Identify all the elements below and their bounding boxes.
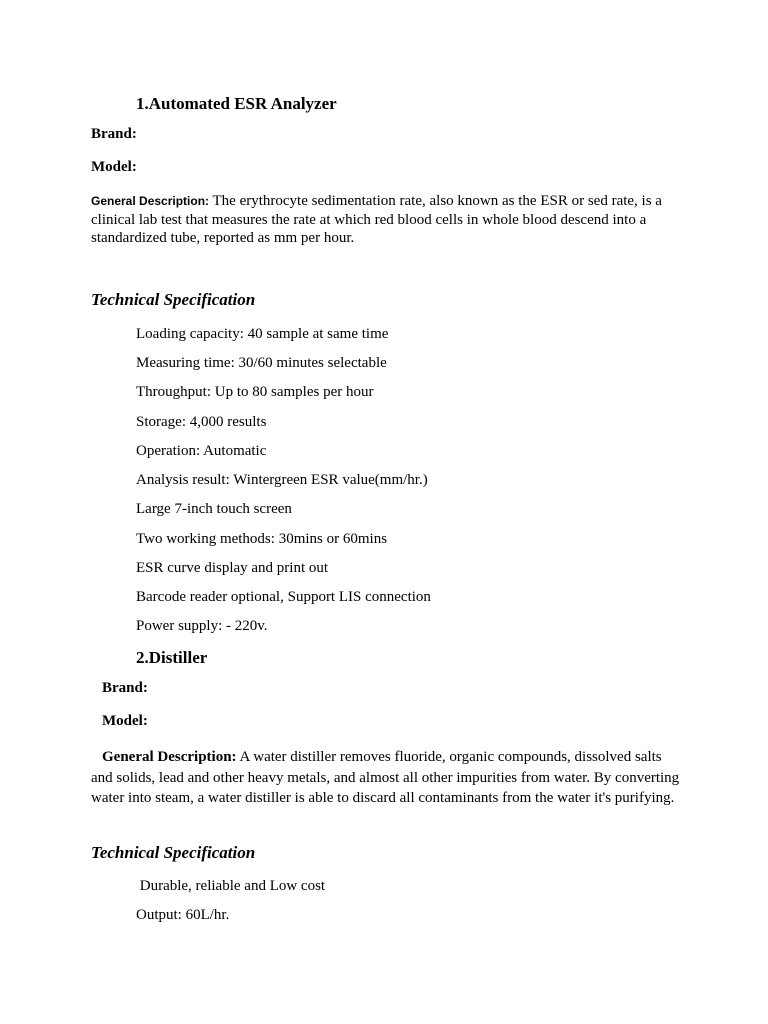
section1-spec-item: Throughput: Up to 80 samples per hour xyxy=(136,384,374,400)
section2-brand-label: Brand: xyxy=(102,680,148,696)
section1-spec-item: Power supply: - 220v. xyxy=(136,618,268,634)
section1-spec-item: Storage: 4,000 results xyxy=(136,414,267,430)
section1-heading: 1.Automated ESR Analyzer xyxy=(136,94,337,113)
section1-spec-item: Analysis result: Wintergreen ESR value(mm/hr.) xyxy=(136,472,428,488)
section2-general-description xyxy=(91,747,681,809)
section1-brand-label: Brand: xyxy=(91,126,137,142)
section2-desc-label: General Description: xyxy=(102,749,237,765)
section1-desc-label: General Description: xyxy=(91,194,210,208)
section2-desc-text: A water distiller removes fluoride, organic compounds, dissolved salts and solids, lead and other heavy metals, and almost all other impurities from water. By converting water into steam, a water distiller is able to discard all contaminants from the water it's purifying. xyxy=(91,749,680,806)
section1-spec-item: Loading capacity: 40 sample at same time xyxy=(136,326,389,342)
section1-spec-item: Measuring time: 30/60 minutes selectable xyxy=(136,355,387,371)
section1-spec-item: Large 7-inch touch screen xyxy=(136,501,292,517)
section1-spec-item: Operation: Automatic xyxy=(136,443,267,459)
section1-spec-item: ESR curve display and print out xyxy=(136,560,329,576)
section1-model-label: Model: xyxy=(91,159,137,175)
section1-spec-heading: Technical Specification xyxy=(91,290,256,309)
section1-spec-item: Barcode reader optional, Support LIS connection xyxy=(136,589,431,605)
section2-heading: 2.Distiller xyxy=(136,648,208,667)
section1-spec-item: Two working methods: 30mins or 60mins xyxy=(136,531,388,547)
section1-desc-text: The erythrocyte sedimentation rate, also known as the ESR or sed rate, is a clinical lab test that measures the rate at which red blood cells in whole blood descend into a standardized tube, reported as mm per hour. xyxy=(91,193,662,246)
section2-model-label: Model: xyxy=(102,713,148,729)
section1-general-description xyxy=(91,192,681,248)
section2-spec-heading: Technical Specification xyxy=(91,843,256,862)
section2-spec-item: Output: 60L/hr. xyxy=(136,907,230,923)
section2-spec-item: Durable, reliable and Low cost xyxy=(136,878,326,894)
